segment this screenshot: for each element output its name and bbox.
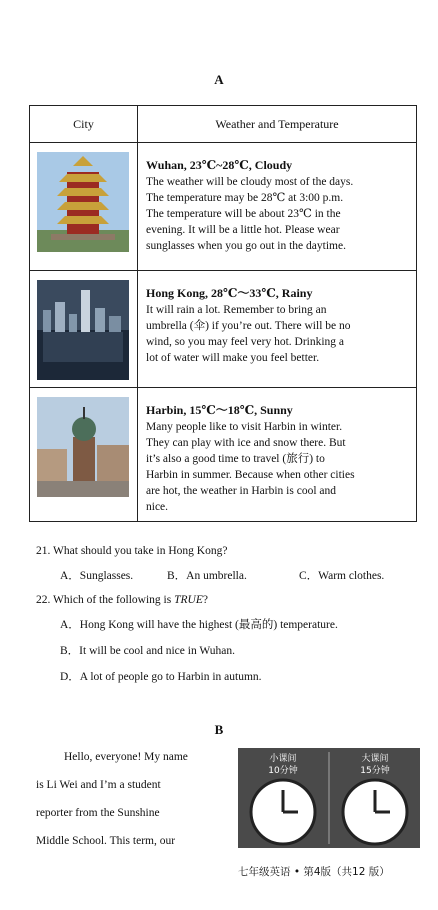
q22-stem-end: ? — [202, 594, 208, 606]
clocks-illustration — [238, 748, 420, 848]
harbin-description — [138, 388, 417, 522]
q22-option-d: D．A lot of people go to Harbin in autumn. — [60, 671, 262, 683]
clock1-label2: 10分钟 — [268, 766, 298, 776]
hong-kong-skyline-photo — [37, 280, 129, 380]
q21-option-b: B．An umbrella. — [167, 570, 247, 582]
desc-line: The weather will be cloudy most of the days. — [146, 176, 354, 188]
passage-line: Middle School. This term, our — [36, 835, 176, 847]
wuhan-heading: Wuhan, 23℃~28℃, Cloudy — [146, 158, 293, 172]
hong-kong-description — [138, 271, 417, 388]
passage-b-text — [36, 743, 216, 855]
desc-line: evening. It will be a little hot. Please wear — [146, 224, 340, 236]
q21-option-c: C．Warm clothes. — [299, 570, 385, 582]
hong-kong-heading: Hong Kong, 28℃～33℃, Rainy — [146, 286, 313, 300]
harbin-heading: Harbin, 15℃～18℃, Sunny — [146, 403, 293, 417]
table-row — [30, 143, 417, 271]
desc-line: sunglasses when you go out in the daytime. — [146, 240, 346, 252]
desc-line: are hot, the weather in Harbin is cool and — [146, 485, 337, 497]
desc-line: lot of water will make you feel better. — [146, 352, 320, 364]
passage-line: reporter from the Sunshine — [36, 807, 160, 819]
clock2-label1: 大课间 — [361, 754, 389, 764]
desc-line: Harbin in summer. Because when other cities — [146, 469, 355, 481]
desc-line: Many people like to visit Harbin in winter. — [146, 421, 343, 433]
clock2-label2: 15分钟 — [360, 766, 390, 776]
header-city: City — [30, 106, 138, 143]
page-footer: 七年级英语 • 第4版（共12 版） — [238, 866, 390, 878]
header-weather: Weather and Temperature — [138, 106, 417, 143]
clock-icon — [251, 780, 315, 844]
wuhan-tower-photo — [37, 152, 129, 252]
section-b-title: B — [214, 722, 224, 737]
question-22 — [36, 592, 208, 608]
clock-icon — [343, 780, 407, 844]
q21-option-a: A．Sunglasses. — [60, 570, 134, 582]
question-21: 21. What should you take in Hong Kong? — [36, 545, 228, 557]
desc-line: It will rain a lot. Remember to bring an — [146, 304, 327, 316]
city-image-cell — [30, 271, 138, 388]
q22-option-b: B．It will be cool and nice in Wuhan. — [60, 645, 235, 657]
desc-line: it’s also a good time to travel (旅行) to — [146, 453, 325, 465]
clock1-label1: 小课间 — [269, 754, 297, 764]
table-row — [30, 388, 417, 522]
harbin-church-photo — [37, 397, 129, 497]
table-row — [30, 271, 417, 388]
passage-line: is Li Wei and I’m a student — [36, 779, 161, 791]
desc-line: wind, so you may feel very hot. Drinking a — [146, 336, 345, 348]
desc-line: umbrella (伞) if you’re out. There will be no — [146, 320, 351, 332]
wuhan-description — [138, 143, 417, 271]
desc-line: They can play with ice and snow there. But — [146, 437, 346, 449]
desc-line: The temperature may be 28℃ at 3:00 p.m. — [146, 192, 344, 204]
table-header-row — [30, 106, 417, 143]
city-image-cell — [30, 143, 138, 271]
q22-stem-emphasis: TRUE — [174, 594, 203, 606]
q22-option-a: A．Hong Kong will have the highest (最高的) temperature. — [60, 619, 338, 631]
passage-line: Hello, everyone! My name — [64, 751, 188, 763]
desc-line: The temperature will be about 23℃ in the — [146, 208, 341, 220]
q22-stem: 22. Which of the following is — [36, 594, 175, 606]
weather-table — [29, 105, 417, 522]
recess-clocks-image — [238, 748, 420, 848]
desc-line: nice. — [146, 501, 169, 513]
city-image-cell — [30, 388, 138, 522]
section-a-title: A — [214, 72, 224, 87]
